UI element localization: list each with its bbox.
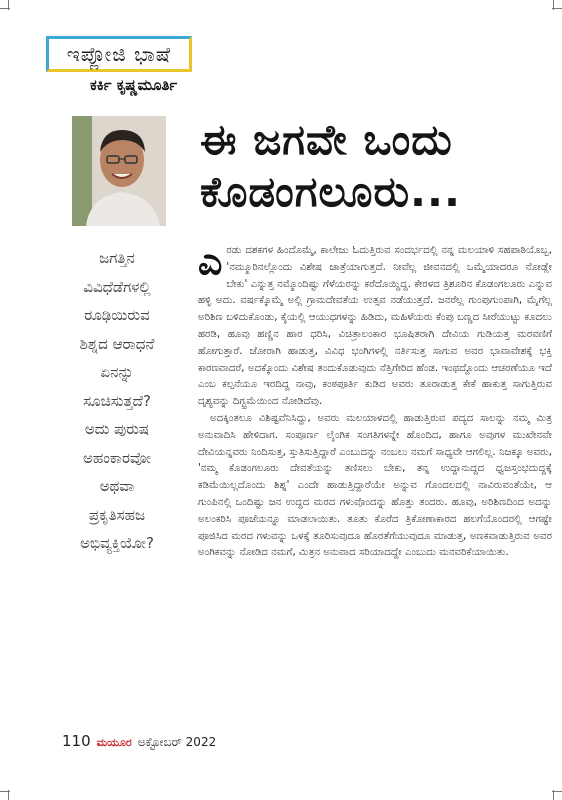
- article-paragraph: [198, 239, 552, 411]
- pull-quote: [52, 244, 182, 558]
- issue-date: ಅಕ್ಟೋಬರ್ 2022: [137, 735, 217, 749]
- article-body: [198, 239, 552, 562]
- author-name: ಕರ್ಕಿ ಕೃಷ್ಣಮೂರ್ತಿ: [90, 76, 178, 94]
- pull-quote-line: ಜಗತ್ತಿನ: [99, 249, 135, 267]
- pull-quote-line: ಪ್ರಕೃತಿಸಹಜ: [88, 505, 146, 524]
- paragraph-text: ರಡು ದಶಕಗಳ ಹಿಂದೊಮ್ಮೆ, ಕಾಲೇಜು ಓದುತ್ತಿರುವ ಸಂದರ್ಭದಲ್ಲಿ ನನ್ನ ಮಲಯಾಳಿ ಸಹಪಾಠಿಯೊಬ್ಬ, 'ನಮ್ಮೂರಿನಲ್ಲೊಂದು ವಿಶೇಷ ಜಾತ್ರೆಯಾಗುತ್ತದೆ. ನೀವೆಲ್ಲ ಜೀವನದಲ್ಲಿ ಒಮ್ಮೆಯಾದರೂ ನೋಡ್ಲೇ ಬೇಕು' ಎನ್ನುತ್ತ ನಮ್ಮೊಂದಿಷ್ಟು ಗೆಳೆಯರನ್ನು ಕರೆದೊಯ್ದಿದ್ದ. ಕೇರಳದ ತ್ರಿಶೂರಿನ ಕೊಡಂಗಲೂರು ಎನ್ನುವ ಹಳ್ಳಿ ಅದು. ವರ್ಷಕ್ಕೊಮ್ಮೆ ಅಲ್ಲಿ ಗ್ರಾಮದೇವತೆಯ ಉತ್ಸವ ನಡೆಯುತ್ತದೆ. ಜನರೆಲ್ಲ ಗುಂಪುಗುಂಪಾಗಿ, ಮೈಗೆಲ್ಲ ಅರಿಶಿಣ ಬಳಿದುಕೊಂಡು, ಕೈಯಲ್ಲಿ ಆಯುಧಗಳನ್ನು ಹಿಡಿದು, ಮಹಿಳೆಯರು ಕೆಂಪು ಬಣ್ಣದ ಸೀರೆಯುಟ್ಟು ಕೂದಲು ಹರಡಿ, ಹೂವು ಹಣ್ಣಿನ ಹಾರ ಧರಿಸಿ, ವಿಚಿತ್ರಾಲಂಕಾರ ಭೂಷಿತರಾಗಿ ದೇವಿಯ ಗುಡಿಯತ್ತ ಮರವಣಿಗೆ ಹೋಗುತ್ತಾರೆ. ಜೋರಾಗಿ ಹಾಡುತ್ತ, ವಿವಿಧ ಭಂಗಿಗಳಲ್ಲಿ ನರ್ತಿಸುತ್ತ ಸಾಗುವ ಅವರ ಭಾವಾವೇಶಕ್ಕೆ ಭಕ್ತಿ ಕಾರಣವಾದರೆ, ಅದಕ್ಕೊಂದು ವಿಶೇಷ ತಂದುಕೊಡುವುದು ನೆತ್ತಿಗೇರಿದ ಹೆಂಡ. ಇಂಥದ್ದೊಂದು ಆಚರಣೆಯೂ ಇದೆ ಎಂಬ ಕಲ್ಪನೆಯೂ ಇರದಿದ್ದ ನಾವು, ಕಂಠಪೂರ್ತಿ ಕುಡಿದ ಅವರು ತೂರಾಡುತ್ತ ಕೇಕೆ ಹಾಕುತ್ತ ಸಾಗುತ್ತಿರುವ ದೃಶ್ಯವನ್ನು ದಿಗ್ಭ್ರಮೆಯಿಂದ ನೋಡಿದೆವು.: [198, 245, 552, 408]
- pull-quote-line: ಶಿಶ್ನದ ಆರಾಧನೆ: [79, 334, 155, 353]
- page-number: 110: [62, 732, 91, 750]
- crop-mark: [8, 0, 9, 10]
- headline-line: ಕೊಡಂಗಲೂರು...: [200, 167, 461, 216]
- magazine-logo: ಮಯೂರ: [96, 736, 132, 749]
- pull-quote-line: ಅಥವಾ: [99, 477, 135, 495]
- pull-quote-line: ಅಭಿವ್ಯಕ್ತಿಯೋ?: [80, 534, 154, 552]
- article-paragraph: ಅದಕ್ಕಿಂತಲೂ ವಿಶಿಷ್ಟವೆನಿಸಿದ್ದು, ಅವರು ಮಲಯಾಳದಲ್ಲಿ ಹಾಡುತ್ತಿರುವ ಪದ್ಯದ ಸಾಲನ್ನು ನಮ್ಮ ಮಿತ್ರ ಅನುವಾದಿಸಿ ಹೇಳಿದಾಗ. ಸಂಪೂರ್ಣ ಲೈಂಗಿಕ ಸಂಗತಿಗಳನ್ನೇ ಹೊಂದಿದ, ಹಾಗೂ ಅವುಗಳ ಮುಖೇನವೇ ದೇವಿಯನ್ನವರು ನಿಂದಿಸುತ್ತ, ಸ್ತುತಿಸುತ್ತಿದ್ದಾರೆ ಎಂಬುದನ್ನು ನಂಬಲು ನಮಗೆ ಸಾಧ್ಯವೇ ಆಗಲಿಲ್ಲ. ನಿಜಕ್ಕೂ ಅವರು, 'ನಮ್ಮ ಕೊಡಂಗಲೂರು ದೇವತೆಯನ್ನು ತಣಿಸಲು ಬೇಕು, ತನ್ನ ಉದ್ದಾನುದ್ದದ ಧ್ವಜಸ್ತಂಭದುದ್ದಕ್ಕೆ ಕಡಿಮೆಯಿಲ್ಲದೊಂದು ಶಿಶ್ನ' ಎಂದೇ ಹಾಡುತ್ತಿದ್ದಾರೆಯೇ ಅನ್ನುವ ಗೊಂದಲದಲ್ಲಿ ನಾವಿರುವಂತೆಯೇ, ಆ ಗುಂಪಿನಲ್ಲಿ ಒಂದಿಷ್ಟು ಜನ ಉದ್ದದ ಮರದ ಗಳುವೊಂದನ್ನು ಹೊತ್ತು ತಂದರು. ಹೂವು, ಅರಿಶಿಣದಿಂದ ಅದನ್ನು ಅಲಂಕರಿಸಿ ಪೂಜೆಯನ್ನೂ ಮಾಡಲಾಯಿತು. ತೂತು ಕೊರೆದ ತ್ರಿಕೋಣಾಕಾರದ ಹಲಗೆಯೊಂದರಲ್ಲಿ ಆಗಷ್ಟೇ ಪೂಜಿಸಿದ ಮರದ ಗಳುವನ್ನು ಒಳಕ್ಕೆ ತೂರಿಸುವುದೂ ಹೊರತೆಗೆಯುವುದೂ ಮಾಡುತ್ತ, ಅಣಕವಾಡುತ್ತಿರುವ ಅವರ ಅಂಗಿಕವನ್ನು ನೋಡಿದ ನಮಗೆ, ಮಿತ್ರನ ಅನುವಾದ ಸರಿಯಾದದ್ದೇ ಎಂಬುದು ಮನವರಿಕೆಯಾಯಿತು.: [198, 412, 552, 559]
- crop-mark: [553, 0, 554, 10]
- pull-quote-line: ಸೂಚಿಸುತ್ತದೆ?: [83, 391, 151, 410]
- pull-quote-line: ವಿವಿಧೆಡೆಗಳಲ್ಲಿ: [83, 277, 151, 296]
- headline: [200, 114, 550, 218]
- pull-quote-line: ಅಹಂಕಾರವೋ: [83, 448, 151, 467]
- pull-quote-line: ರೂಢಿಯಿರುವ: [84, 306, 150, 324]
- page-footer: [62, 732, 216, 750]
- column-name: ಇಪ್ಲೋಜಿ ಭಾಷೆ: [66, 42, 172, 66]
- pull-quote-line: ಏನನ್ನು: [100, 363, 134, 381]
- drop-cap: ಎ: [198, 239, 223, 283]
- author-photo: [72, 116, 166, 226]
- column-name-box: [46, 36, 192, 72]
- pull-quote-line: ಅದು ಪುರುಷ: [84, 420, 150, 438]
- crop-mark: [553, 790, 554, 800]
- headline-line: ಈ ಜಗವೇ ಒಂದು: [200, 115, 453, 164]
- crop-mark: [8, 790, 9, 800]
